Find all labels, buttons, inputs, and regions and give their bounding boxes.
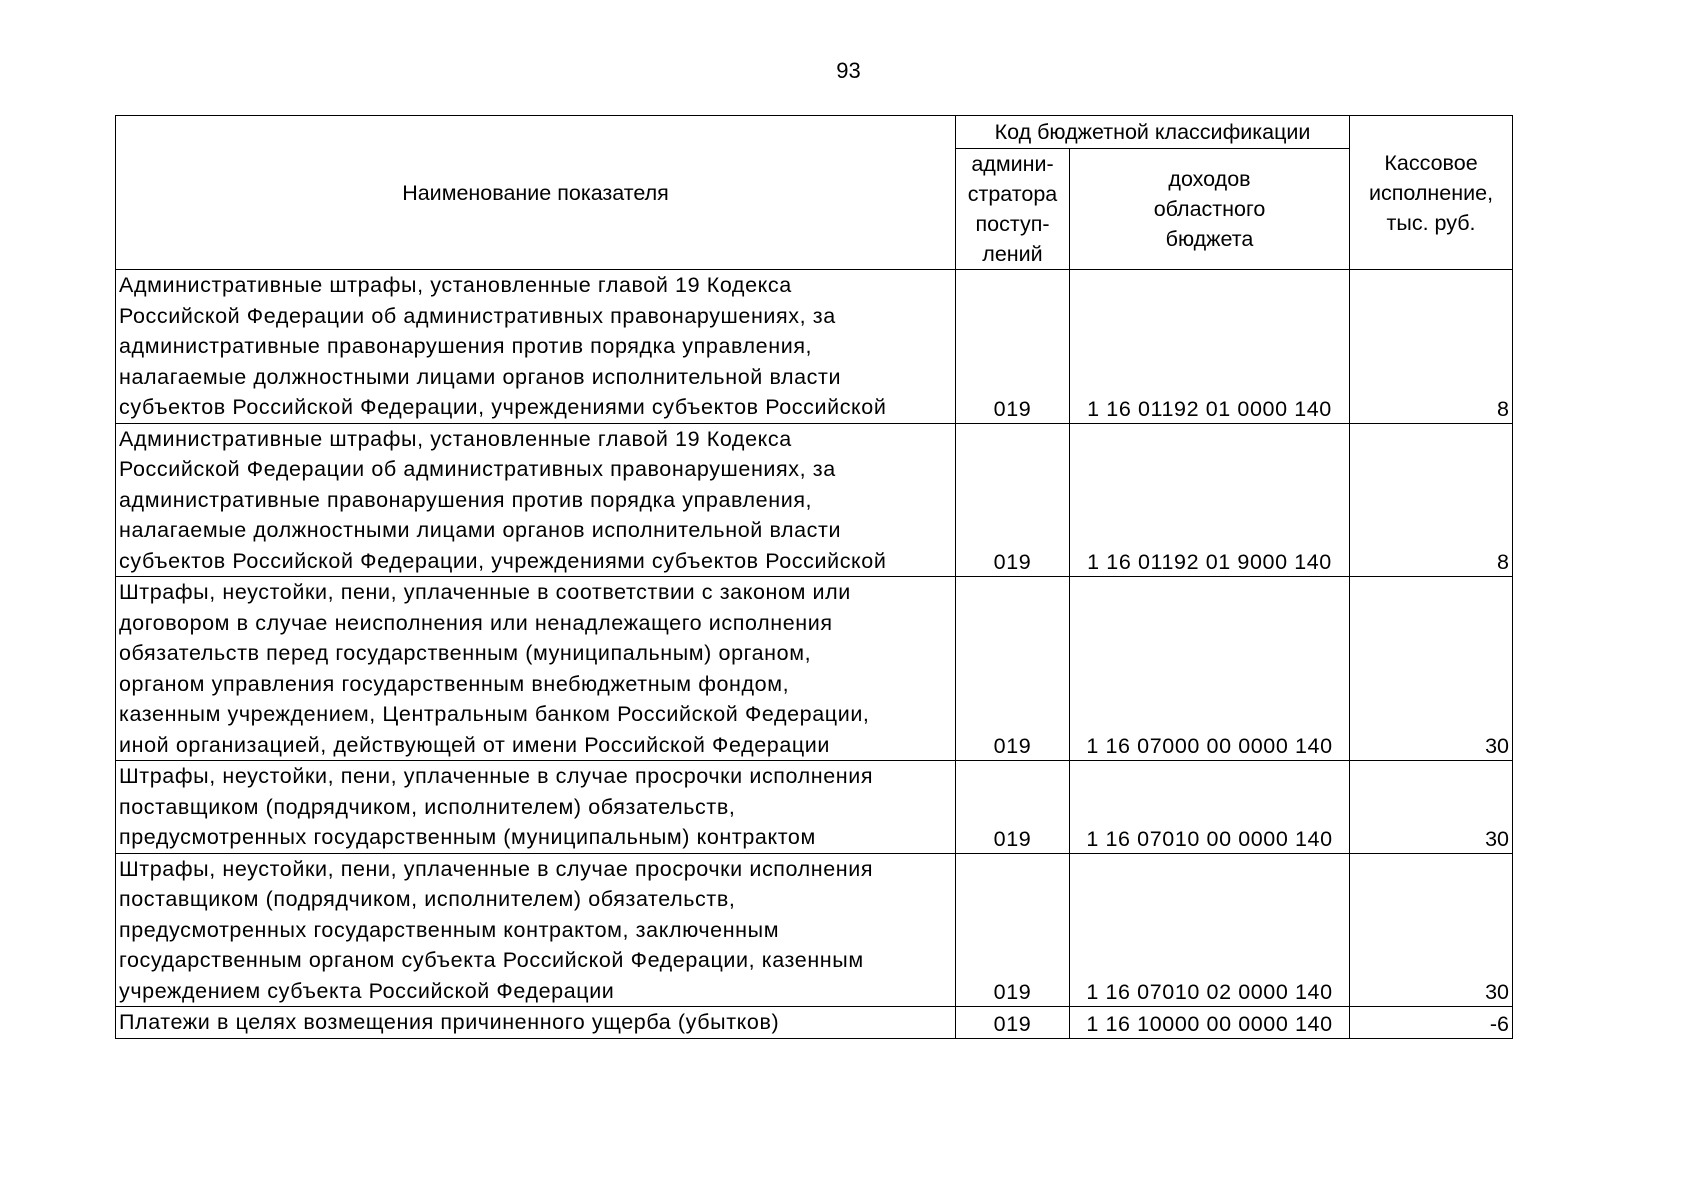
header-execution-line: исполнение, <box>1368 180 1494 205</box>
table-row <box>116 1007 1513 1039</box>
row-execution-amount: 8 <box>1350 270 1513 424</box>
name-line: государственным органом субъекта Российской Федерации, казенным <box>119 948 864 972</box>
header-income-line: областного <box>1153 197 1266 221</box>
column-header-name: Наименование показателя <box>116 116 956 270</box>
header-admin-line: лений <box>982 242 1043 266</box>
name-line: субъектов Российской Федерации, учреждениями субъектов Российской <box>119 395 887 419</box>
name-line: иной организацией, действующей от имени Российской Федерации <box>119 732 831 757</box>
name-line: предусмотренных государственным контрактом, заключенным <box>119 917 780 942</box>
name-line: Административные штрафы, установленные главой 19 Кодекса <box>119 273 792 297</box>
table-row <box>116 270 1513 424</box>
header-admin-line: стратора <box>967 182 1058 206</box>
name-line: Штрафы, неустойки, пени, уплаченные в соответствии с законом или <box>119 580 851 604</box>
name-line: учреждением субъекта Российской Федерации <box>119 978 615 1003</box>
row-administrator-code: 019 <box>956 1007 1070 1039</box>
name-line: административные правонарушения против порядка управления, <box>119 487 813 512</box>
header-income-line: бюджета <box>1165 227 1254 251</box>
row-execution-amount: 8 <box>1350 423 1513 577</box>
row-indicator-name <box>116 1007 956 1039</box>
header-admin-line: админи- <box>971 152 1054 176</box>
header-admin-line: поступ- <box>975 212 1050 236</box>
row-administrator-code: 019 <box>956 853 1070 1007</box>
row-administrator-code: 019 <box>956 270 1070 424</box>
column-header-execution <box>1350 116 1513 270</box>
row-execution-amount: 30 <box>1350 761 1513 854</box>
header-execution-line: Кассовое <box>1384 150 1478 175</box>
name-line: договором в случае неисполнения или ненадлежащего исполнения <box>119 610 833 635</box>
name-line: Штрафы, неустойки, пени, уплаченные в случае просрочки исполнения <box>119 764 874 788</box>
row-income-code: 1 16 01192 01 0000 140 <box>1070 270 1350 424</box>
name-line: Штрафы, неустойки, пени, уплаченные в случае просрочки исполнения <box>119 856 874 881</box>
name-line: Российской Федерации об административных правонарушениях, за <box>119 303 836 328</box>
row-income-code: 1 16 07010 02 0000 140 <box>1070 853 1350 1007</box>
name-line: налагаемые должностными лицами органов исполнительной власти <box>119 518 842 542</box>
row-administrator-code: 019 <box>956 423 1070 577</box>
table-row <box>116 423 1513 577</box>
table-row <box>116 853 1513 1007</box>
row-indicator-name <box>116 270 956 424</box>
row-indicator-name <box>116 761 956 854</box>
row-indicator-name <box>116 853 956 1007</box>
row-administrator-code: 019 <box>956 761 1070 854</box>
table-row <box>116 761 1513 854</box>
page-number: 93 <box>836 58 861 83</box>
row-income-code: 1 16 10000 00 0000 140 <box>1070 1007 1350 1039</box>
header-execution-line: тыс. руб. <box>1386 210 1476 235</box>
name-line: предусмотренных государственным (муниципальным) контрактом <box>119 825 816 849</box>
row-indicator-name <box>116 423 956 577</box>
name-line: поставщиком (подрядчиком, исполнителем) обязательств, <box>119 887 736 911</box>
row-income-code: 1 16 07010 00 0000 140 <box>1070 761 1350 854</box>
column-header-code-group: Код бюджетной классификации <box>956 116 1350 149</box>
row-execution-amount: 30 <box>1350 853 1513 1007</box>
name-line: Административные штрафы, установленные главой 19 Кодекса <box>119 426 792 451</box>
name-line: Платежи в целях возмещения причиненного ущерба (убытков) <box>119 1010 780 1034</box>
row-income-code: 1 16 01192 01 9000 140 <box>1070 423 1350 577</box>
name-line: казенным учреждением, Центральным банком Российской Федерации, <box>119 702 870 726</box>
name-line: поставщиком (подрядчиком, исполнителем) обязательств, <box>119 794 736 819</box>
row-execution-amount: 30 <box>1350 577 1513 761</box>
row-indicator-name <box>116 577 956 761</box>
header-row-top <box>116 116 1513 149</box>
name-line: налагаемые должностными лицами органов исполнительной власти <box>119 364 842 389</box>
row-administrator-code: 019 <box>956 577 1070 761</box>
name-line: обязательств перед государственным (муниципальным) органом, <box>119 641 812 665</box>
name-line: органом управления государственным внебюджетным фондом, <box>119 671 790 696</box>
name-line: административные правонарушения против порядка управления, <box>119 334 813 358</box>
name-line: субъектов Российской Федерации, учреждениями субъектов Российской <box>119 548 887 573</box>
name-line: Российской Федерации об административных правонарушениях, за <box>119 457 836 481</box>
column-header-income <box>1070 149 1350 270</box>
budget-table <box>115 115 1513 1039</box>
row-execution-amount: -6 <box>1350 1007 1513 1039</box>
column-header-administrator <box>956 149 1070 270</box>
row-income-code: 1 16 07000 00 0000 140 <box>1070 577 1350 761</box>
header-income-line: доходов <box>1168 167 1251 191</box>
table-row <box>116 577 1513 761</box>
